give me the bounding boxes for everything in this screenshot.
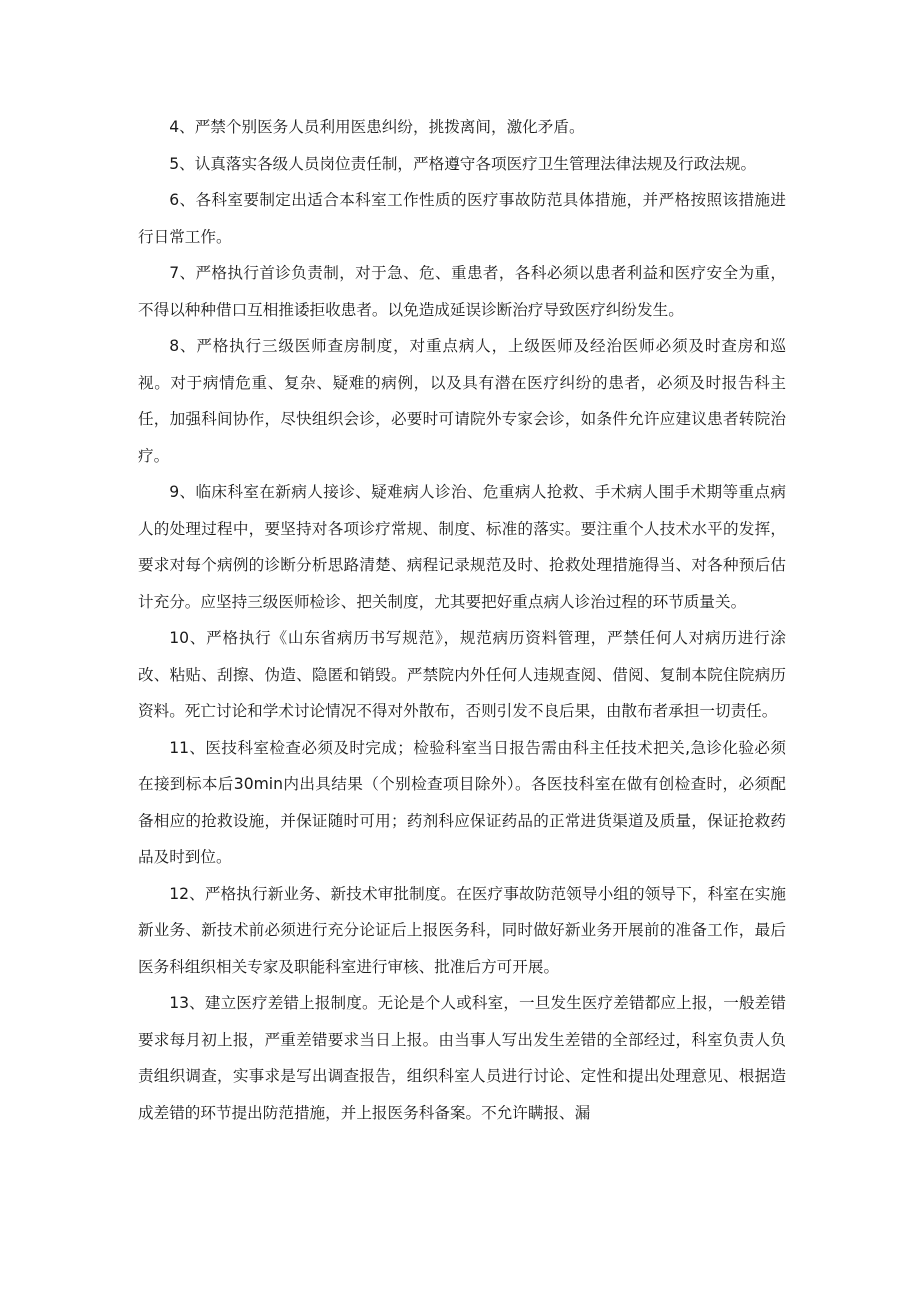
paragraph-item-12: 12、严格执行新业务、新技术审批制度。在医疗事故防范领导小组的领导下，科室在实施新业务、新技术前必须进行充分论证后上报医务科，同时做好新业务开展前的准备工作，最后医务科组织相关专家及职能科室进行审核、批准后方可开展。 [138,884,786,976]
paragraph-item-9: 9、临床科室在新病人接诊、疑难病人诊治、危重病人抢救、手术病人围手术期等重点病人的处理过程中，要坚持对各项诊疗常规、制度、标准的落实。要注重个人技术水平的发挥，要求对每个病例的诊断分析思路清楚、病程记录规范及时、抢救处理措施得当、对各种预后估计充分。应坚持三级医师检诊、把关制度，尤其要把好重点病人诊治过程的环节质量关。 [138,483,786,611]
paragraph-item-11: 11、医技科室检查必须及时完成；检验科室当日报告需由科主任技术把关,急诊化验必须在接到标本后30min内出具结果（个别检查项目除外）。各医技科室在做有创检查时，必须配备相应的抢救设施，并保证随时可用；药剂科应保证药品的正常进货渠道及质量，保证抢救药品及时到位。 [138,738,786,866]
paragraph-item-13: 13、建立医疗差错上报制度。无论是个人或科室，一旦发生医疗差错都应上报，一般差错要求每月初上报，严重差错要求当日上报。由当事人写出发生差错的全部经过，科室负责人负责组织调查，实事求是写出调查报告，组织科室人员进行讨论、定性和提出处理意见、根据造成差错的环节提出防范措施，并上报医务科备案。不允许瞒报、漏 [138,994,786,1122]
paragraph-item-7: 7、严格执行首诊负责制，对于急、危、重患者，各科必须以患者利益和医疗安全为重，不得以种种借口互相推诿拒收患者。以免造成延误诊断治疗导致医疗纠纷发生。 [138,264,786,319]
paragraph-item-6: 6、各科室要制定出适合本科室工作性质的医疗事故防范具体措施，并严格按照该措施进行日常工作。 [138,191,786,246]
paragraph-item-5: 5、认真落实各级人员岗位责任制，严格遵守各项医疗卫生管理法律法规及行政法规。 [169,154,757,173]
document-body [138,109,786,1131]
paragraph-item-10: 10、严格执行《山东省病历书写规范》，规范病历资料管理，严禁任何人对病历进行涂改、粘贴、刮擦、伪造、隐匿和销毁。严禁院内外任何人违规查阅、借阅、复制本院住院病历资料。死亡讨论和学术讨论情况不得对外散布，否则引发不良后果，由散布者承担一切责任。 [138,629,786,720]
paragraph-item-4: 4、严禁个别医务人员利用医患纠纷，挑拨离间，激化矛盾。 [169,118,585,136]
paragraph-item-8: 8、严格执行三级医师查房制度，对重点病人，上级医师及经治医师必须及时查房和巡视。对于病情危重、复杂、疑难的病例，以及具有潜在医疗纠纷的患者，必须及时报告科主任，加强科间协作，尽快组织会诊，必要时可请院外专家会诊，如条件允许应建议患者转院治疗。 [138,337,786,465]
